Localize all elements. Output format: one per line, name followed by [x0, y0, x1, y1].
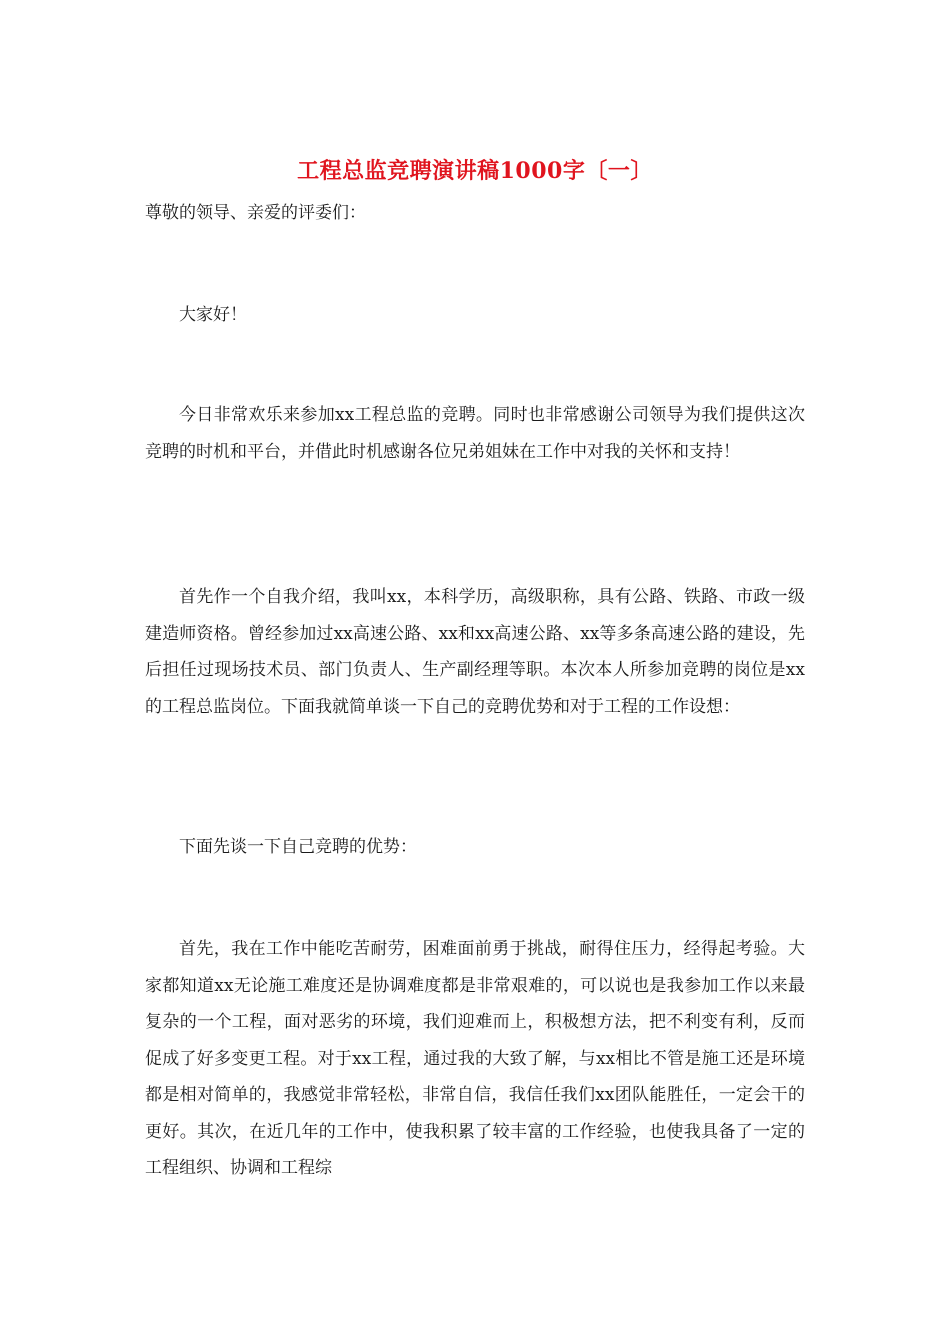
paragraph-self-introduction: 首先作一个自我介绍，我叫xx，本科学历，高级职称，具有公路、铁路、市政一级建造师资格。曾经参加过xx高速公路、xx和xx高速公路、xx等多条高速公路的建设，先后担任过现场技术员、部门负责人、生产副经理等职。本次本人所参加竞聘的岗位是xx的工程总监岗位。下面我就简单谈一下自己的竞聘优势和对于工程的工作设想：: [145, 587, 805, 717]
paragraph-advantages-heading: 下面先谈一下自己竞聘的优势：: [179, 837, 417, 857]
salutation: 尊敬的领导、亲爱的评委们：: [145, 203, 366, 223]
paragraph-greeting: 大家好！: [179, 305, 247, 325]
paragraph-thanks: 今日非常欢乐来参加xx工程总监的竞聘。同时也非常感谢公司领导为我们提供这次竞聘的时机和平台，并借此时机感谢各位兄弟姐妹在工作中对我的关怀和支持！: [145, 405, 805, 462]
paragraph-first-advantage: 首先，我在工作中能吃苦耐劳，困难面前勇于挑战，耐得住压力，经得起考验。大家都知道xx无论施工难度还是协调难度都是非常艰难的，可以说也是我参加工作以来最复杂的一个工程，面对恶劣的环境，我们迎难而上，积极想方法，把不利变有利，反而促成了好多变更工程。对于xx工程，通过我的大致了解，与xx相比不管是施工还是环境都是相对简单的，我感觉非常轻松，非常自信，我信任我们xx团队能胜任，一定会干的更好。其次，在近几年的工作中，使我积累了较丰富的工作经验，也使我具备了一定的工程组织、协调和工程综: [145, 939, 805, 1178]
document-title: 工程总监竞聘演讲稿1000字〔一〕: [297, 158, 653, 184]
